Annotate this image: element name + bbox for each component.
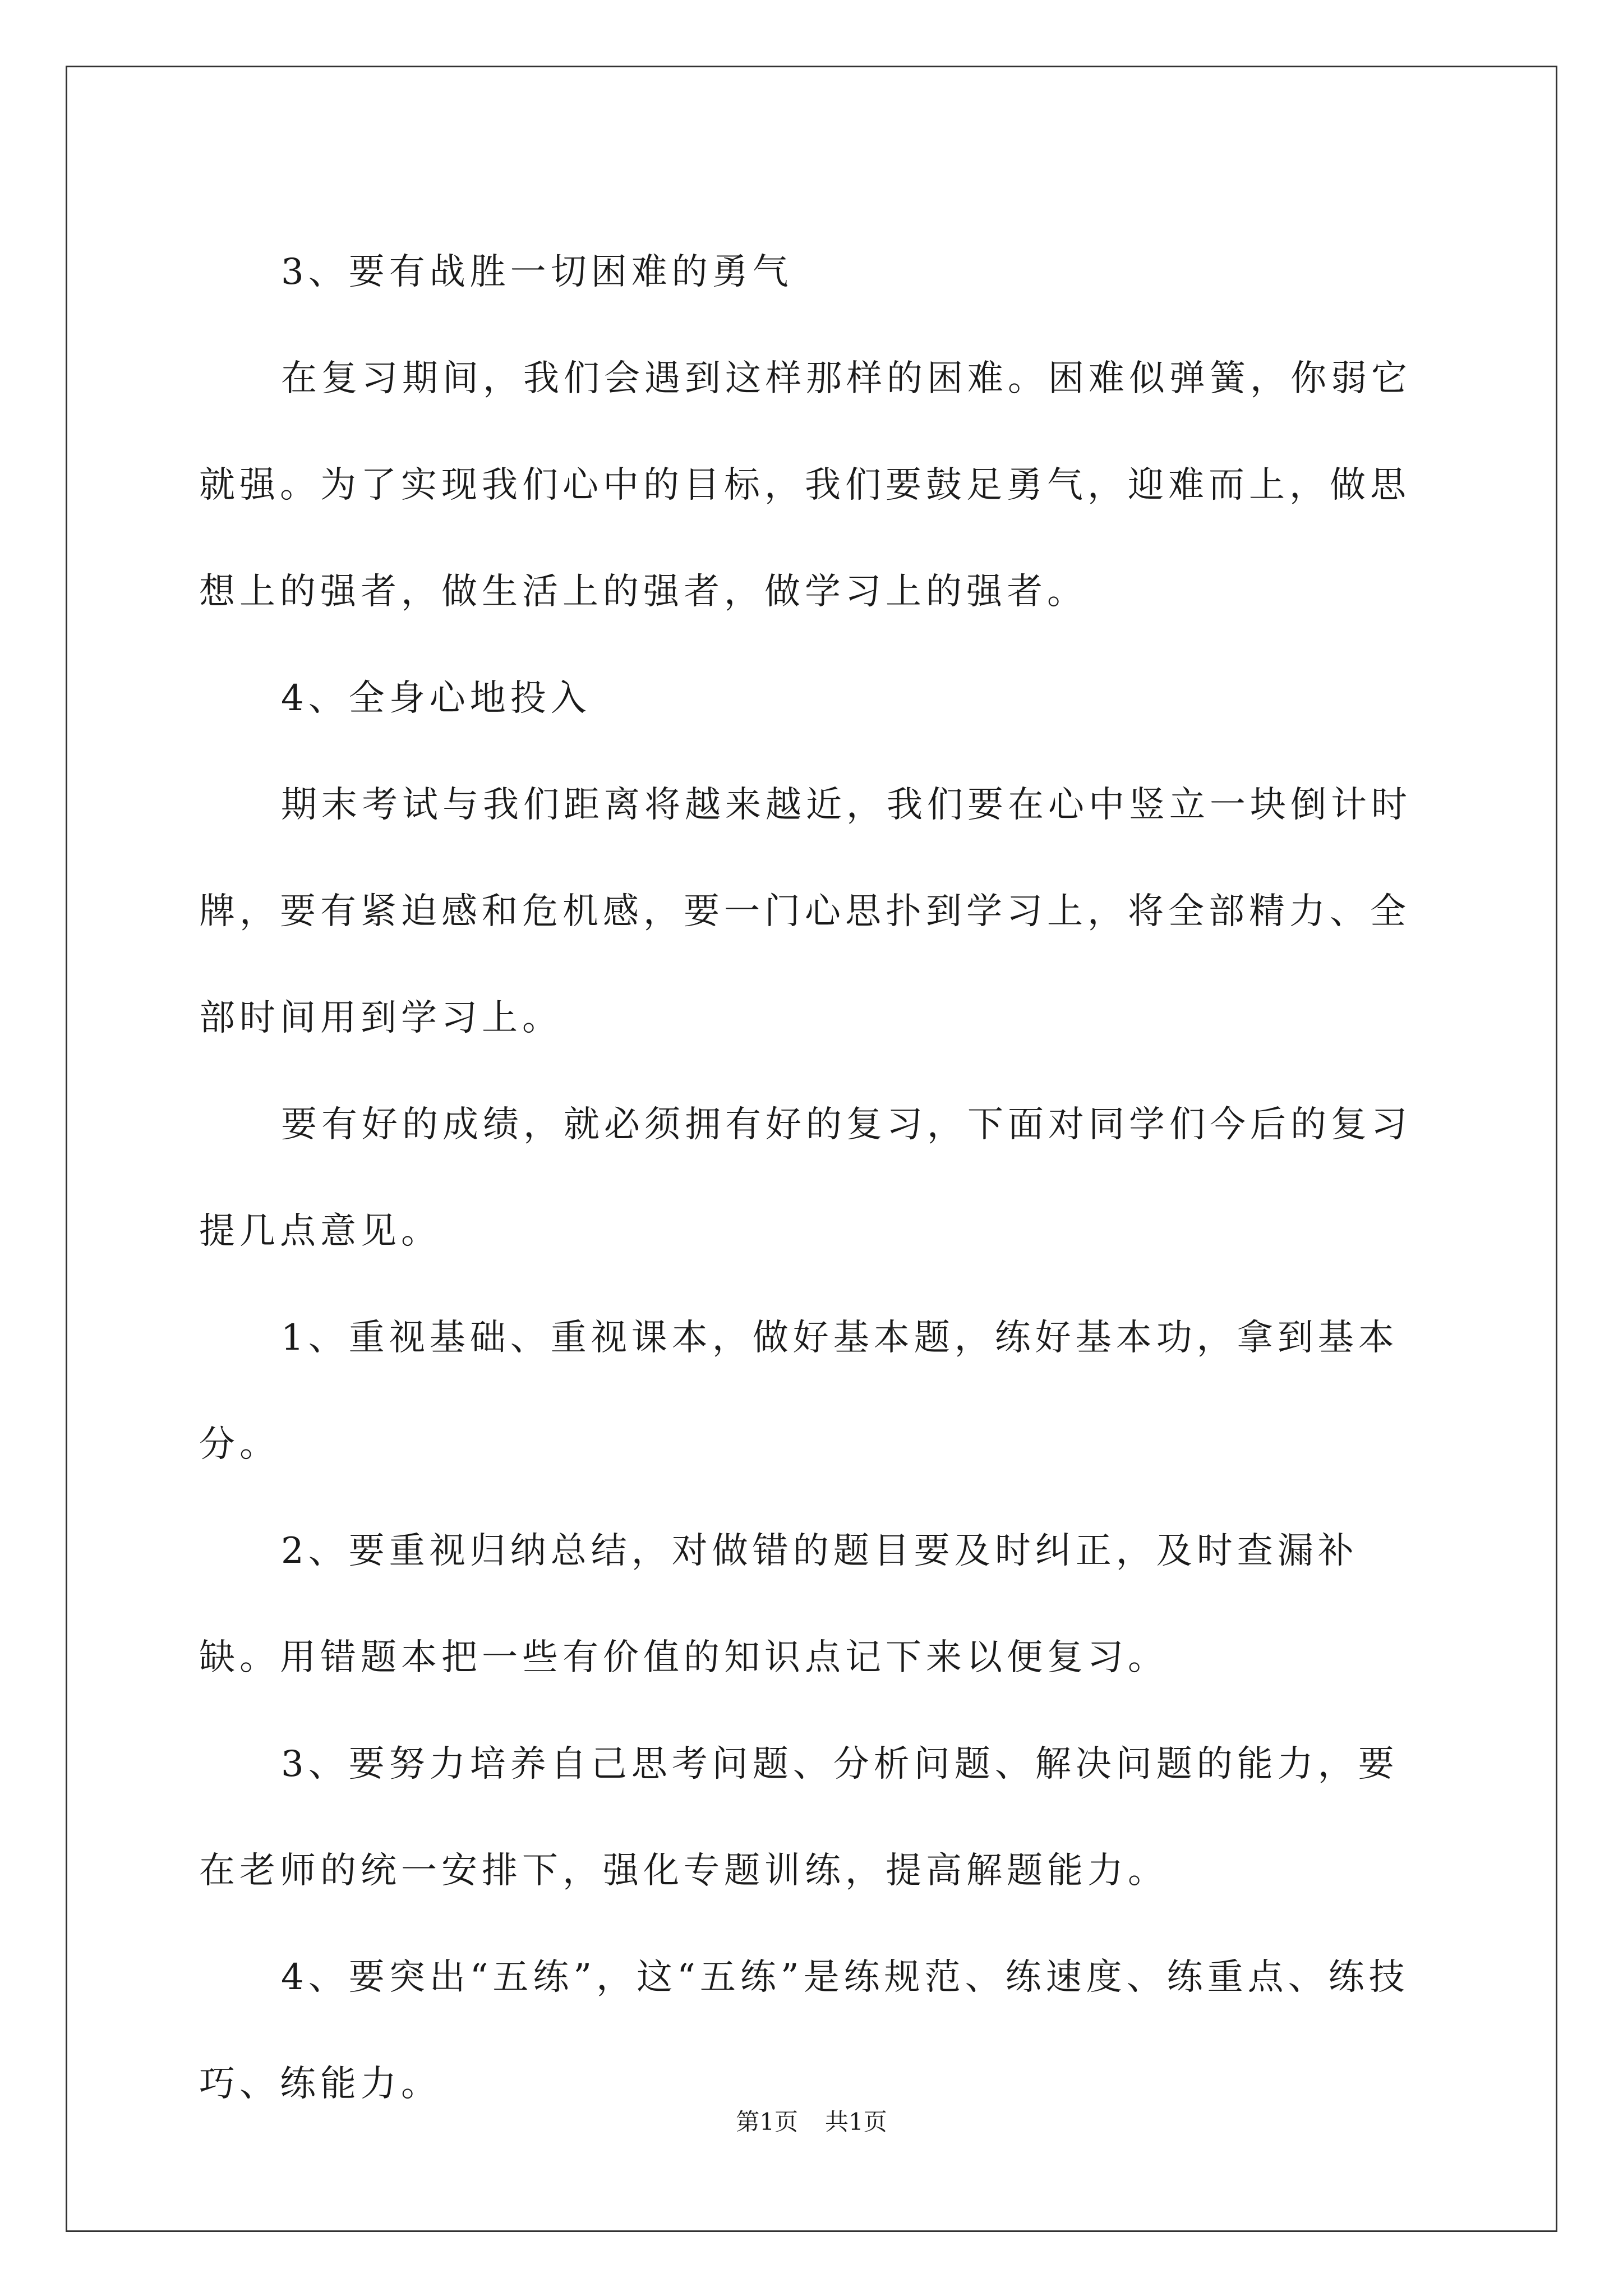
page-number: 第1页 (736, 2108, 798, 2136)
paragraph-heading-4: 4、全身心地投入 (281, 678, 591, 719)
list-item: 4、要突出“五练”，这“五练”是练规范、练速度、练重点、练技巧、练能力。 (199, 1957, 1409, 2105)
list-item: 3、要努力培养自己思考问题、分析问题、解决问题的能力，要在老师的统一安排下，强化专题训练，提高解题能力。 (199, 1743, 1399, 1892)
paragraph-heading-3: 3、要有战胜一切困难的勇气 (281, 251, 793, 293)
list-item: 1、重视基础、重视课本，做好基本题，练好基本功，拿到基本分。 (199, 1317, 1399, 1465)
paragraph: 期末考试与我们距离将越来越近，我们要在心中竖立一块倒计时牌，要有紧迫感和危机感，要一门心思扑到学习上，将全部精力、全部时间用到学习上。 (199, 784, 1412, 1039)
list-item: 2、要重视归纳总结，对做错的题目要及时纠正，及时查漏补缺。用错题本把一些有价值的知识点记下来以便复习。 (199, 1530, 1358, 1678)
paragraph: 要有好的成绩，就必须拥有好的复习，下面对同学们今后的复习提几点意见。 (199, 1104, 1412, 1252)
page-total: 共1页 (825, 2108, 887, 2136)
document-body (199, 219, 1433, 2137)
paragraph: 在复习期间，我们会遇到这样那样的困难。困难似弹簧，你弱它就强。为了实现我们心中的目标，我们要鼓足勇气，迎难而上，做思想上的强者，做生活上的强者，做学习上的强者。 (199, 358, 1412, 613)
page-footer (0, 2104, 1623, 2137)
